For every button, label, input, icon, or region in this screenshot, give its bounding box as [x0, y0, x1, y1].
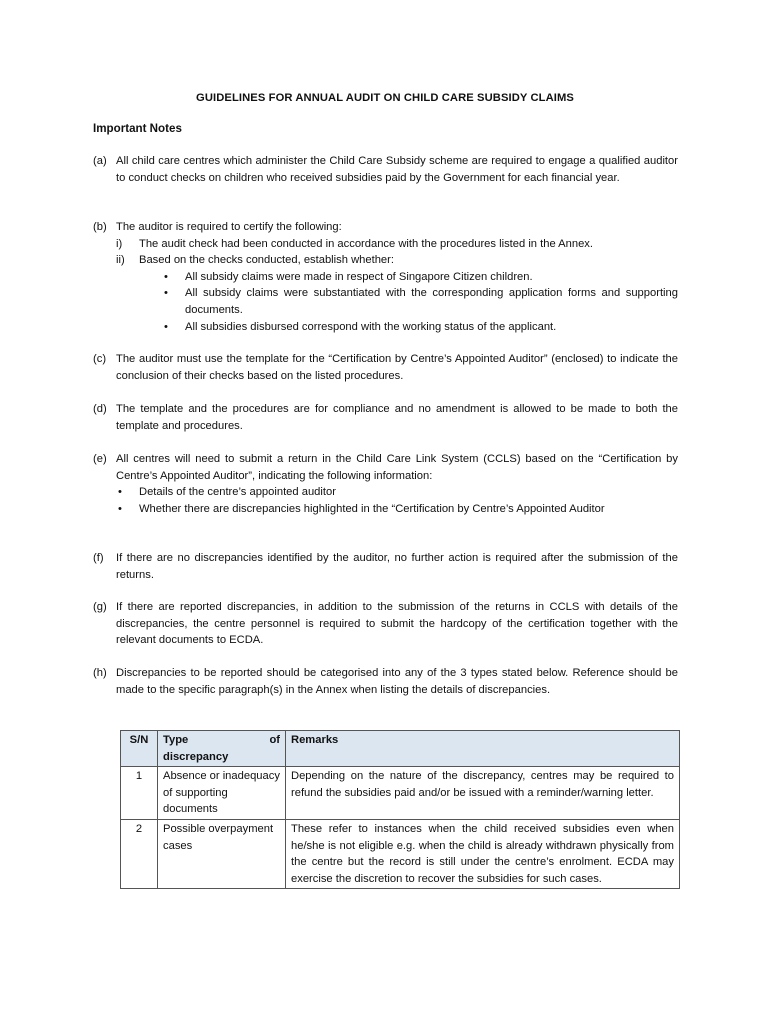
document-title: GUIDELINES FOR ANNUAL AUDIT ON CHILD CARE SUBSIDY CLAIMS — [196, 92, 574, 104]
note-item-g — [93, 599, 678, 649]
note-text-b: The auditor is required to certify the following: — [116, 221, 342, 233]
important-notes-heading: Important Notes — [93, 122, 182, 135]
note-item-a — [93, 153, 678, 186]
note-label-d: (d) — [93, 403, 107, 415]
bullet-text-e-2: Whether there are discrepancies highlighted in the “Certification by Centre’s Appointed Auditor — [139, 502, 605, 515]
sub-item-b-ii — [116, 252, 678, 335]
note-text-c: The auditor must use the template for the “Certification by Centre’s Appointed Auditor” (enclosed) to indicate the conclusion of their checks based on the listed procedures. — [116, 353, 678, 382]
bullet-item-e-2 — [116, 501, 678, 518]
note-text-a: All child care centres which administer the Child Care Subsidy scheme are required to engage a qualified auditor to conduct checks on children who received subsidies paid by the Government for each financial year. — [116, 155, 678, 184]
note-item-h — [93, 665, 678, 698]
note-item-e — [93, 451, 678, 517]
row-type: Possible overpayment cases — [158, 819, 286, 888]
header-sn: S/N — [121, 731, 158, 767]
sub-item-b-i — [116, 236, 678, 253]
note-item-c — [93, 351, 678, 384]
note-text-g: If there are reported discrepancies, in addition to the submission of the returns in CCLS with details of the discrepancies, the centre personnel is required to submit the hardcopy of the certification together with the relevant documents to ECDA. — [116, 601, 678, 647]
note-text-d: The template and the procedures are for compliance and no amendment is allowed to be made to both the template and procedures. — [116, 403, 678, 432]
bullet-text-b-3: All subsidies disbursed correspond with the working status of the applicant. — [185, 320, 557, 333]
bullet-glyph: • — [118, 502, 122, 515]
note-label-g: (g) — [93, 601, 107, 613]
row-sn: 1 — [121, 767, 158, 820]
row-remarks: Depending on the nature of the discrepancy, centres may be required to refund the subsidies paid and/or be issued with a reminder/warning letter. — [286, 767, 680, 820]
bullet-item-b-1 — [162, 269, 678, 286]
header-type — [158, 731, 286, 767]
sub-text-b-i: The audit check had been conducted in accordance with the procedures listed in the Annex. — [139, 237, 594, 250]
sub-label-b-ii: ii) — [116, 254, 125, 267]
header-discrepancy-word: discrepancy — [163, 750, 229, 763]
header-of-word: of — [269, 734, 280, 746]
note-label-h: (h) — [93, 667, 107, 679]
note-text-h: Discrepancies to be reported should be categorised into any of the 3 types stated below. Reference should be made to the specific paragraph(s) in the Annex when listing the details of discrepancies. — [116, 667, 678, 696]
note-item-b — [93, 219, 678, 335]
table-row — [121, 819, 680, 888]
bullet-text-e-1: Details of the centre’s appointed auditor — [139, 486, 336, 499]
bullet-glyph: • — [164, 287, 168, 300]
bullet-item-b-2 — [162, 285, 678, 318]
header-remarks: Remarks — [286, 731, 680, 767]
row-remarks: These refer to instances when the child received subsidies even when he/she is not eligible e.g. when the child is already withdrawn physically from the centre but the record is still under the centre’s enrolment. ECDA may exercise the discretion to recover the subsidies for such cases. — [286, 819, 680, 888]
note-item-d — [93, 401, 678, 434]
bullet-text-b-2: All subsidy claims were substantiated with the corresponding application forms and supporting documents. — [185, 287, 678, 316]
table-row — [121, 767, 680, 820]
note-text-e: All centres will need to submit a return in the Child Care Link System (CCLS) based on the “Certification by Centre’s Appointed Auditor”, indicating the following information: — [116, 453, 678, 482]
bullet-item-e-1 — [116, 484, 678, 501]
note-item-f — [93, 550, 678, 583]
sub-text-b-ii: Based on the checks conducted, establish whether: — [139, 254, 394, 267]
note-label-c: (c) — [93, 353, 107, 365]
note-text-f: If there are no discrepancies identified by the auditor, no further action is required after the submission of the returns. — [116, 552, 678, 581]
note-label-e: (e) — [93, 453, 107, 465]
note-label-b: (b) — [93, 221, 107, 233]
note-label-f: (f) — [93, 552, 104, 564]
sub-label-b-i: i) — [116, 237, 123, 250]
row-type: Absence or inadequacy of supporting documents — [158, 767, 286, 820]
table-header-row — [121, 731, 680, 767]
bullet-glyph: • — [164, 270, 168, 283]
header-type-word: Type — [163, 734, 189, 746]
bullet-item-b-3 — [162, 319, 678, 336]
discrepancy-table — [120, 730, 680, 889]
row-sn: 2 — [121, 819, 158, 888]
bullet-text-b-1: All subsidy claims were made in respect of Singapore Citizen children. — [185, 270, 533, 283]
bullet-glyph: • — [118, 486, 122, 499]
note-label-a: (a) — [93, 155, 107, 167]
bullet-glyph: • — [164, 320, 168, 333]
